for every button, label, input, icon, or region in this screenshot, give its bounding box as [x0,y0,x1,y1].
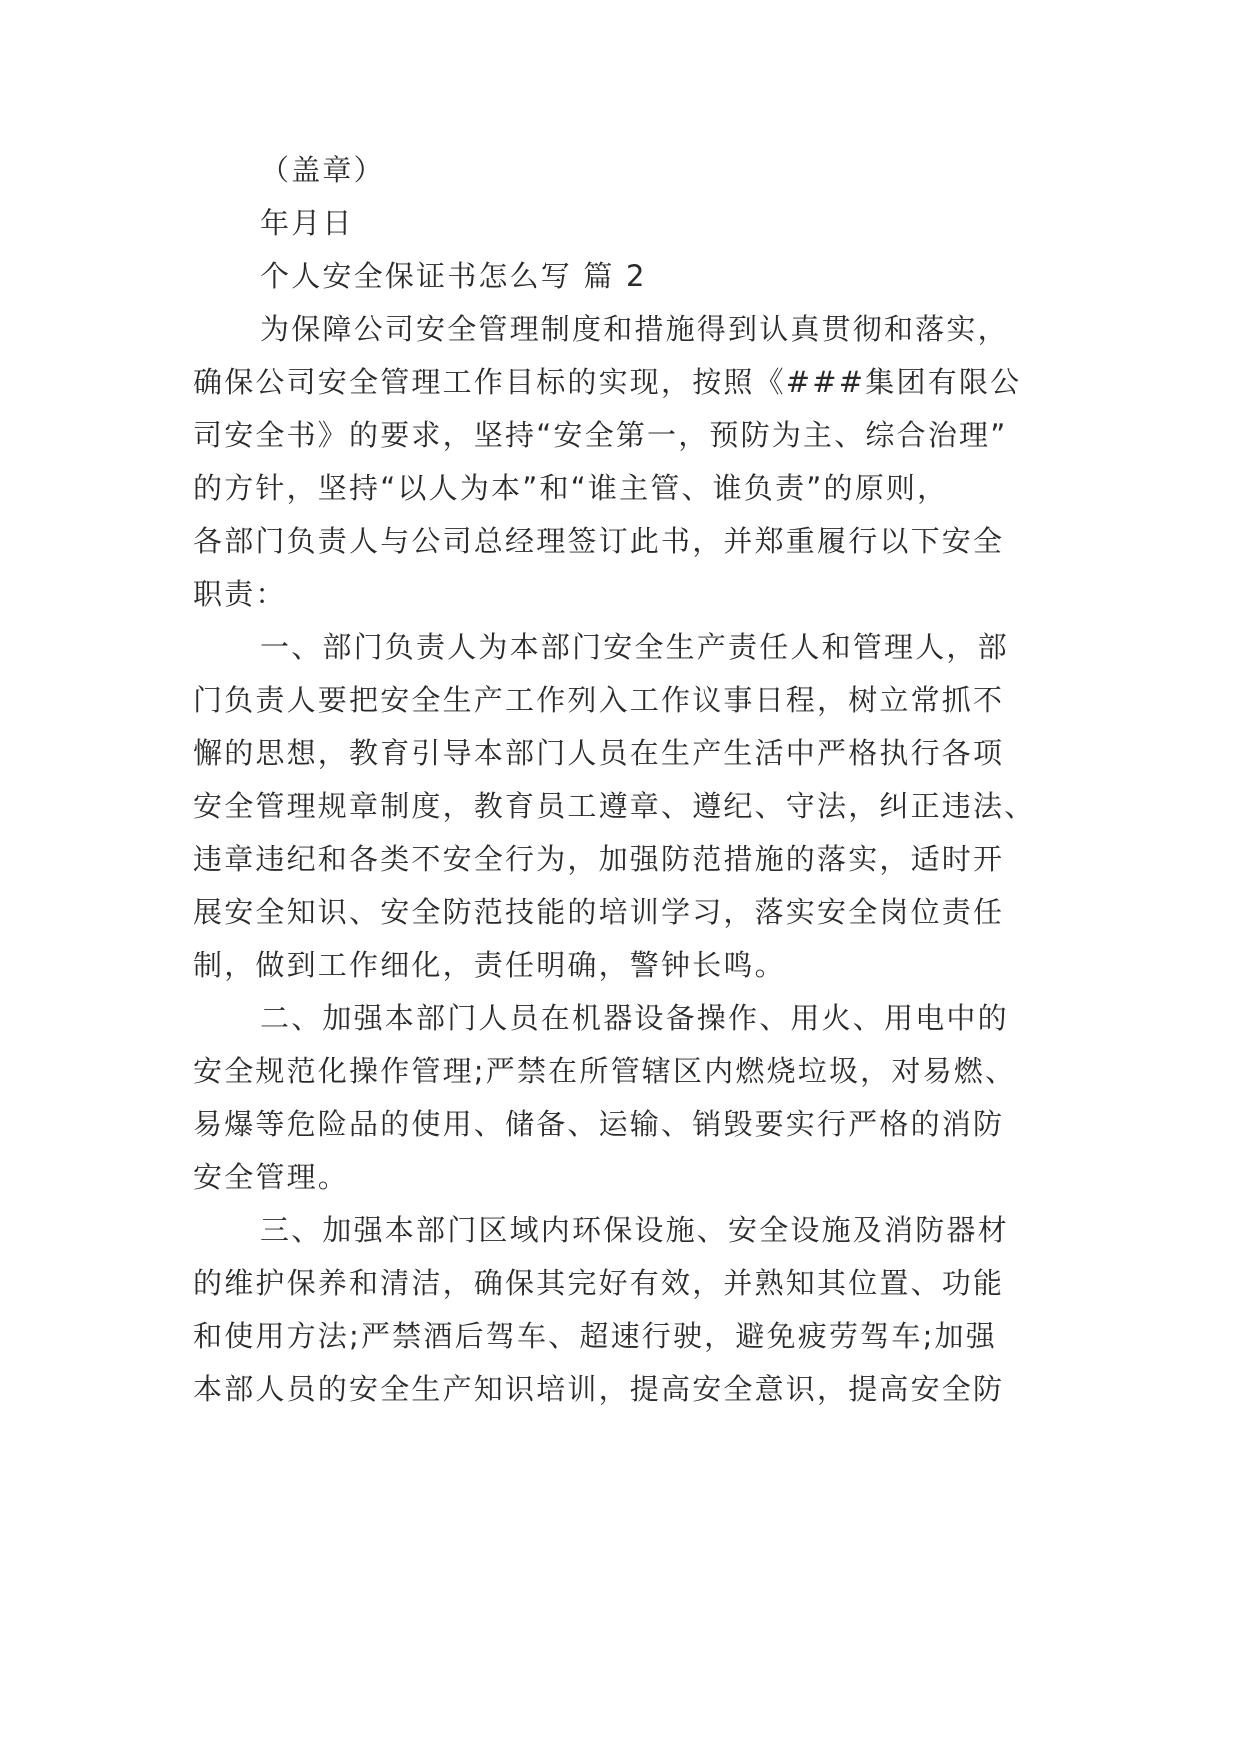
paragraph-line: 本部人员的安全生产知识培训，提高安全意识，提高安全防 [193,1372,1005,1406]
paragraph-line: 展安全知识、安全防范技能的培训学习，落实安全岗位责任 [193,895,1005,929]
paragraph-line: 安全管理规章制度，教育员工遵章、遵纪、守法，纠正违法、 [193,789,1036,823]
paragraph-line: 安全管理。 [193,1160,350,1194]
section-heading: 个人安全保证书怎么写 篇 2 [260,259,647,293]
paragraph-line: 和使用方法;严禁酒后驾车、超速行驶，避免疲劳驾车;加强 [193,1319,997,1353]
date-line: 年月日 [260,206,354,240]
paragraph-line: 二、加强本部门人员在机器设备操作、用火、用电中的 [260,1001,1009,1035]
paragraph-line: 各部门负责人与公司总经理签订此书，并郑重履行以下安全 [193,524,1005,558]
paragraph-line: 司安全书》的要求，坚持“安全第一，预防为主、综合治理” [193,418,1008,452]
paragraph-line: 制，做到工作细化，责任明确，警钟长鸣。 [193,948,786,982]
paragraph-line: 懈的思想，教育引导本部门人员在生产生活中严格执行各项 [193,736,1005,770]
paragraph-line: 一、部门负责人为本部门安全生产责任人和管理人，部 [260,630,1009,664]
paragraph-line: 确保公司安全管理工作目标的实现，按照《###集团有限公 [193,365,1022,399]
paragraph-line: 为保障公司安全管理制度和措施得到认真贯彻和落实， [260,312,1009,346]
paragraph-line: 职责： [193,577,287,611]
paragraph-line: 易爆等危险品的使用、储备、运输、销毁要实行严格的消防 [193,1107,1005,1141]
paragraph-line: 违章违纪和各类不安全行为，加强防范措施的落实，适时开 [193,842,1005,876]
paragraph-line: 门负责人要把安全生产工作列入工作议事日程，树立常抓不 [193,683,1005,717]
paragraph-line: 三、加强本部门区域内环保设施、安全设施及消防器材 [260,1213,1009,1247]
paragraph-line: 的方针，坚持“以人为本”和“谁主管、谁负责”的原则， [193,471,949,505]
seal-note: （盖章） [260,153,385,187]
paragraph-line: 的维护保养和清洁，确保其完好有效，并熟知其位置、功能 [193,1266,1005,1300]
paragraph-line: 安全规范化操作管理;严禁在所管辖区内燃烧垃圾，对易燃、 [193,1054,1017,1088]
